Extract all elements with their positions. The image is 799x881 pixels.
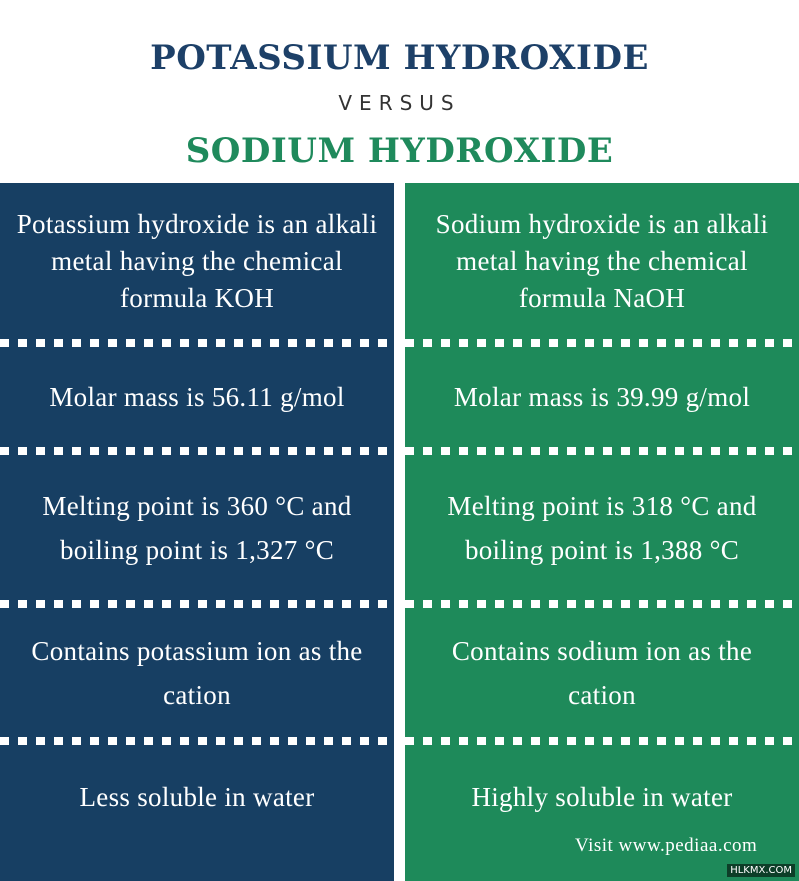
- sodium-molar-mass: Molar mass is 39.99 g/mol: [453, 381, 751, 412]
- potassium-solubility: Less soluble in water: [79, 782, 315, 812]
- sodium-column: [405, 183, 799, 881]
- sodium-definition: Sodium hydroxide is an alkali metal having the chemical formula NaOH: [435, 208, 769, 313]
- dotted-divider: [0, 447, 394, 455]
- dotted-divider: [0, 737, 394, 745]
- header: [0, 0, 799, 183]
- source-credit: Visit www.pediaa.com: [575, 835, 758, 856]
- potassium-melting-boiling: Melting point is 360 °C and boiling point is 1,327 °C: [42, 490, 352, 565]
- dotted-divider: [405, 339, 799, 347]
- sodium-solubility: Highly soluble in water: [471, 782, 733, 812]
- potassium-column: [0, 183, 394, 881]
- potassium-molar-mass: Molar mass is 56.11 g/mol: [49, 381, 345, 412]
- title-potassium-hydroxide: POTASSIUM HYDROXIDE: [150, 38, 649, 78]
- dotted-divider: [405, 447, 799, 455]
- versus-label: VERSUS: [338, 91, 461, 115]
- sodium-melting-boiling: Melting point is 318 °C and boiling point is 1,388 °C: [447, 490, 757, 565]
- potassium-definition: Potassium hydroxide is an alkali metal having the chemical formula KOH: [16, 208, 378, 313]
- dotted-divider: [405, 737, 799, 745]
- potassium-cation: Contains potassium ion as the cation: [31, 635, 363, 710]
- title-sodium-hydroxide: SODIUM HYDROXIDE: [185, 131, 614, 171]
- dotted-divider: [405, 600, 799, 608]
- dotted-divider: [0, 600, 394, 608]
- sodium-cation: Contains sodium ion as the cation: [451, 635, 753, 710]
- watermark: HLKMX.COM: [727, 864, 795, 877]
- dotted-divider: [0, 339, 394, 347]
- column-gap: [394, 183, 405, 881]
